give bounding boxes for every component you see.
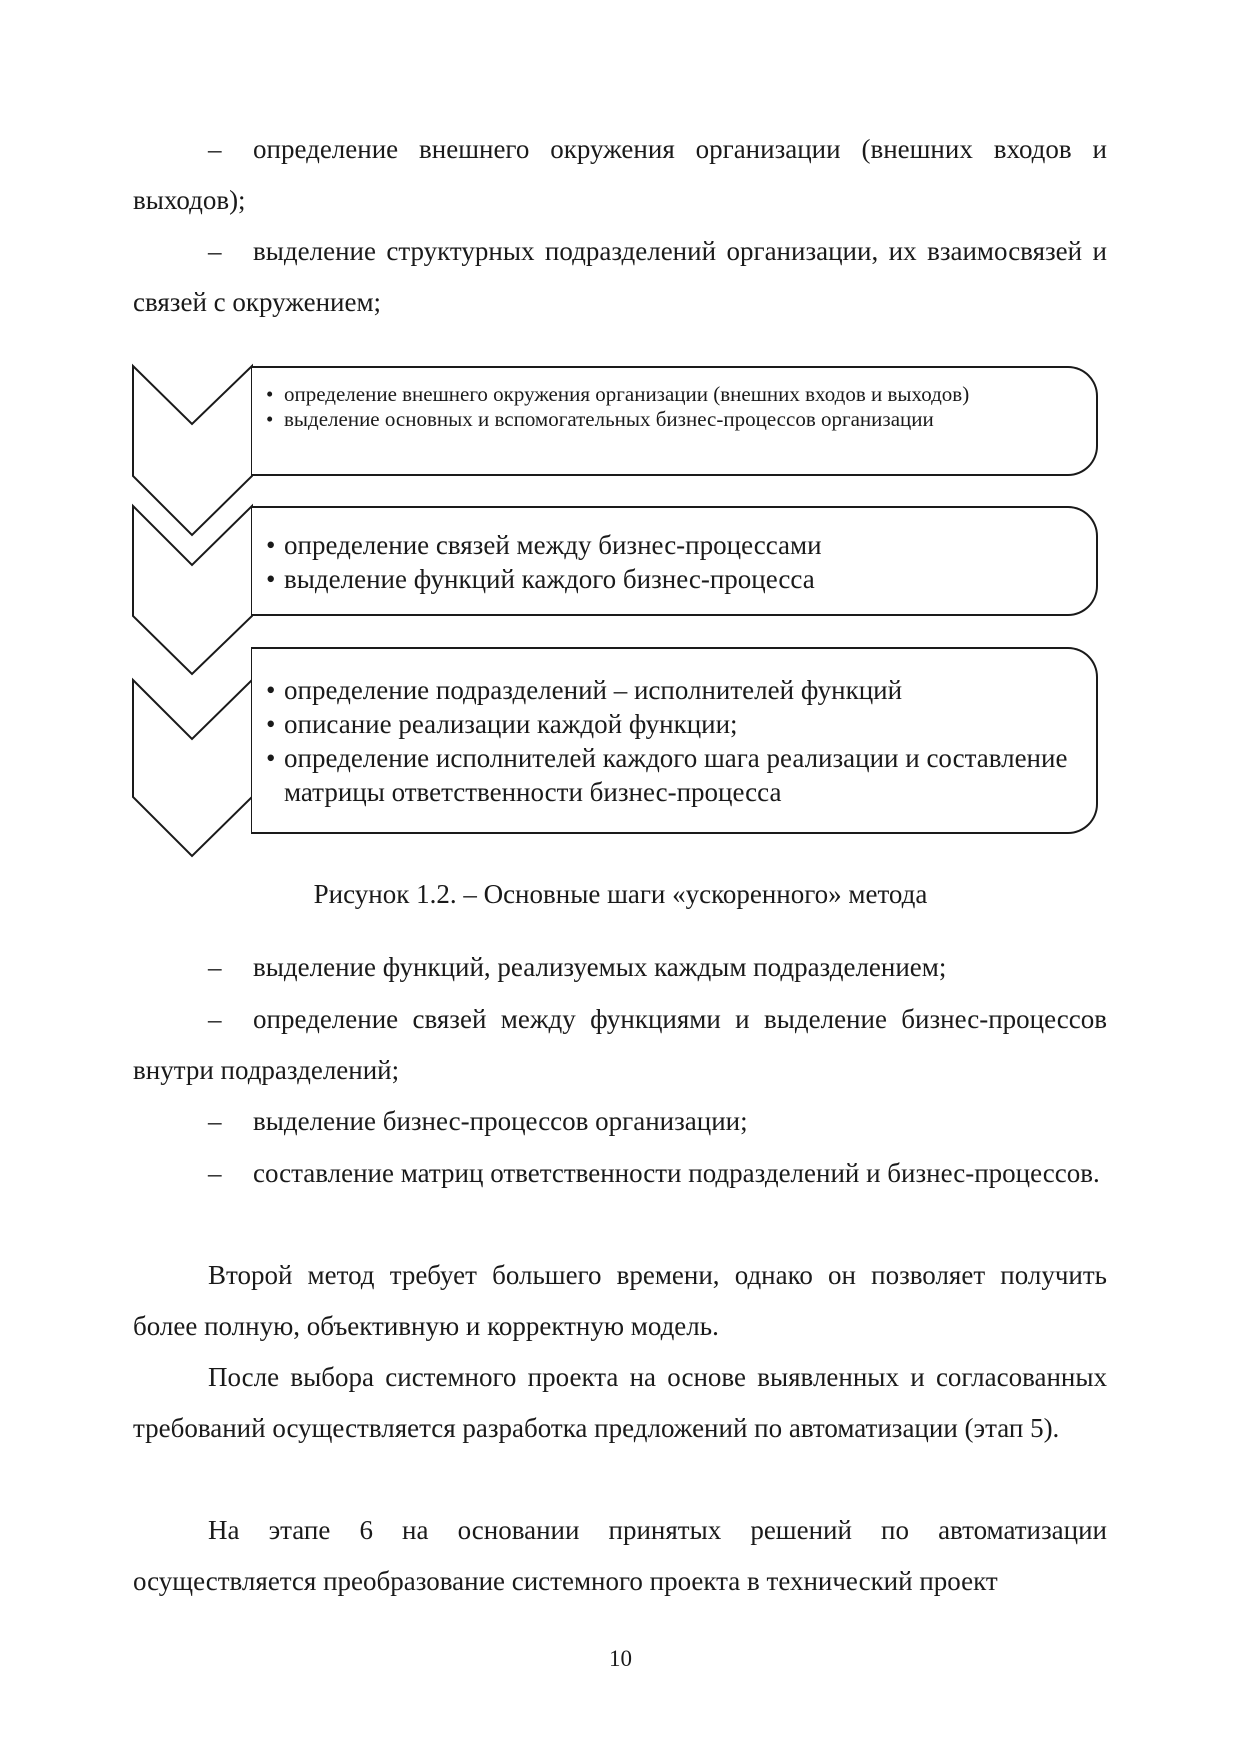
- list-dash: –: [208, 952, 222, 982]
- list-dash: –: [208, 1004, 222, 1034]
- list-item: [133, 1096, 1107, 1147]
- step-2-item: • определение связей между бизнес-процессами: [266, 528, 1096, 562]
- list-item-text: определение внешнего окружения организации (внешних входов и выходов);: [133, 134, 1107, 215]
- step-box-2: [252, 506, 1098, 616]
- list-dash: –: [208, 1106, 222, 1136]
- body-paragraph: После выбора системного проекта на основе выявленных и согласованных требований осуществляется разработка предложений по автоматизации (этап 5).: [133, 1362, 1107, 1443]
- step-2-list: [266, 528, 1096, 596]
- list-item-text: выделение функций, реализуемых каждым подразделением;: [253, 952, 947, 982]
- body-paragraph: Второй метод требует большего времени, однако он позволяет получить более полную, объективную и корректную модель.: [133, 1260, 1107, 1341]
- step-3-item: • определение подразделений – исполнителей функций: [266, 673, 1096, 707]
- chevron-step-1: [133, 366, 252, 535]
- step-1-list: [266, 382, 1096, 432]
- step-3-item: • описание реализации каждой функции;: [266, 707, 1096, 741]
- step-2-item: • выделение функций каждого бизнес-процесса: [266, 562, 1096, 596]
- step-1-item: • выделение основных и вспомогательных бизнес-процессов организации: [266, 407, 1096, 432]
- step-box-1: [252, 366, 1098, 476]
- page-number: 10: [609, 1646, 632, 1671]
- list-item: [133, 942, 1107, 993]
- chevron-step-3: [133, 680, 252, 856]
- list-dash: –: [208, 134, 222, 164]
- list-item-text: составление матриц ответственности подразделений и бизнес-процессов.: [253, 1158, 1100, 1188]
- body-paragraph: На этапе 6 на основании принятых решений по автоматизации осуществляется преобразование системного проекта в технический проект: [133, 1515, 1107, 1596]
- list-dash: –: [208, 236, 222, 266]
- list-item: [133, 994, 1107, 1096]
- step-box-3: [252, 647, 1098, 834]
- step-3-item: • определение исполнителей каждого шага реализации и составление матрицы ответственности бизнес-процесса: [266, 741, 1096, 809]
- step-3-list: [266, 673, 1096, 809]
- figure-caption: Рисунок 1.2. – Основные шаги «ускоренного» метода: [313, 879, 928, 909]
- list-item-text: выделение бизнес-процессов организации;: [253, 1106, 748, 1136]
- step-1-item: • определение внешнего окружения организации (внешних входов и выходов): [266, 382, 1096, 407]
- list-item-text: выделение структурных подразделений организации, их взаимосвязей и связей с окружением;: [133, 236, 1107, 317]
- list-dash: –: [208, 1158, 222, 1188]
- list-item-text: определение связей между функциями и выделение бизнес-процессов внутри подразделений;: [133, 1004, 1107, 1085]
- list-item: [133, 1148, 1107, 1199]
